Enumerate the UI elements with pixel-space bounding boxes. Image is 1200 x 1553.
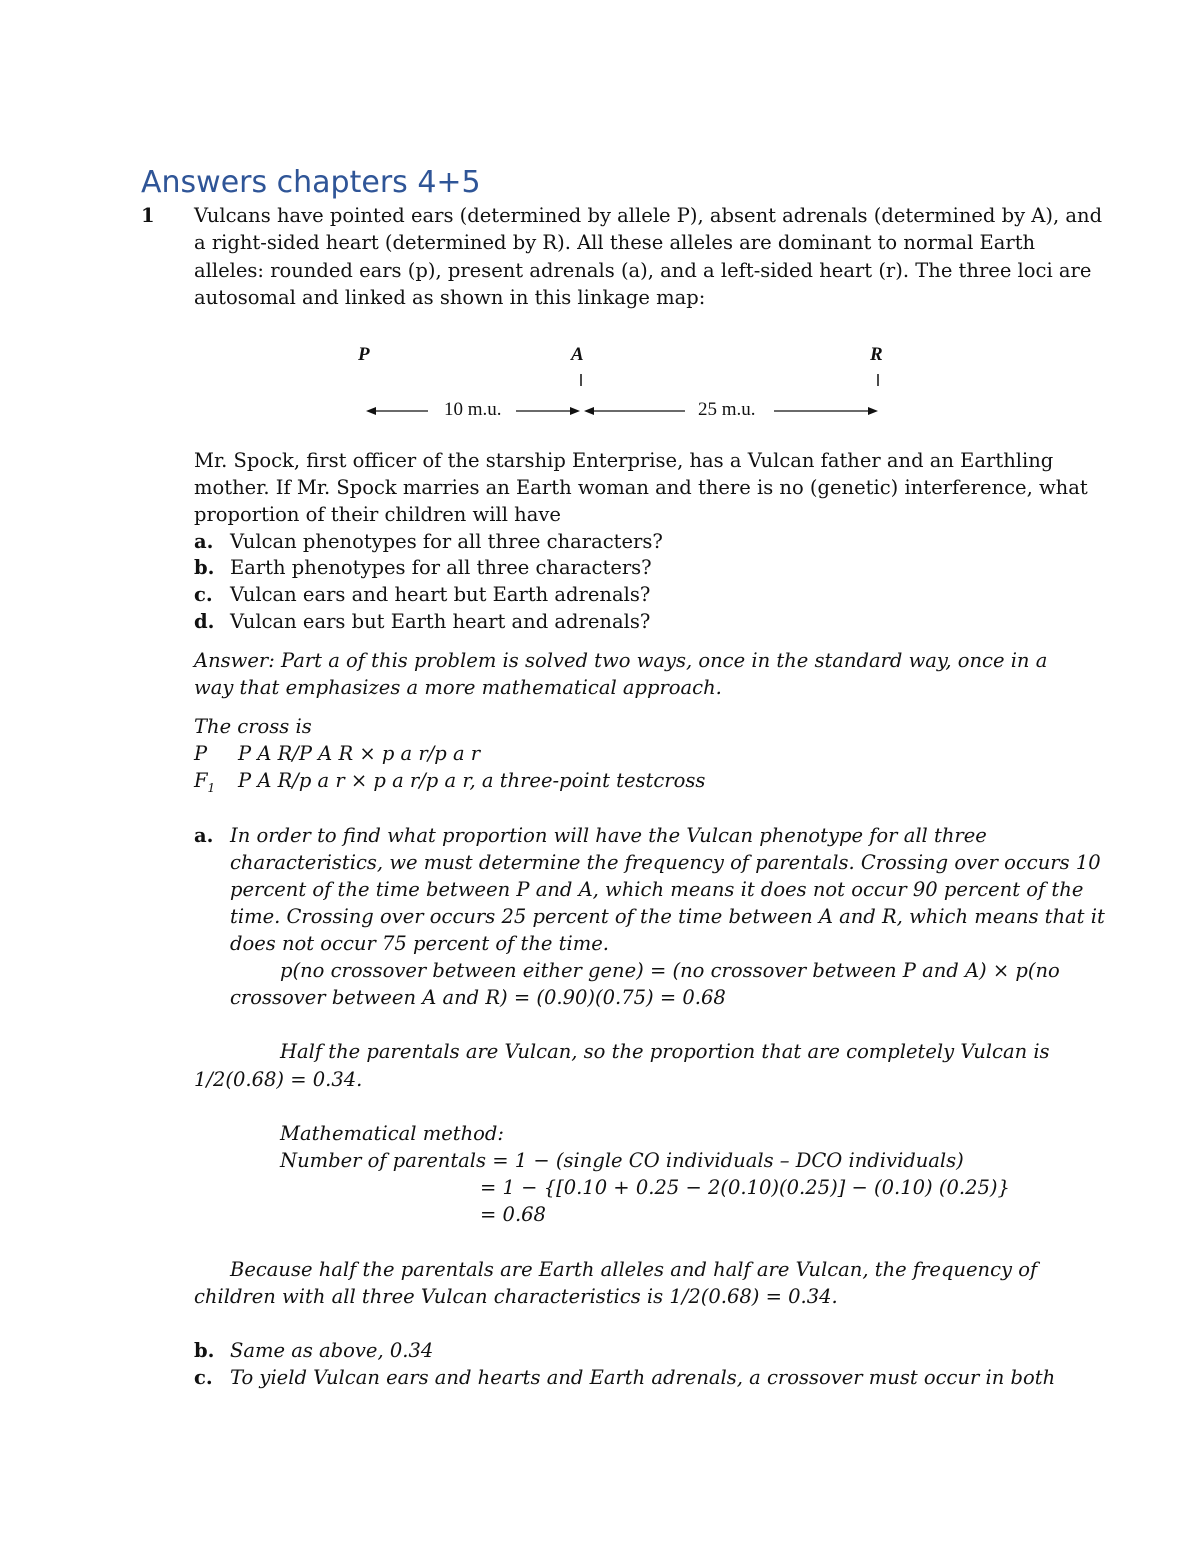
probability-line: p(no crossover between either gene) = (no crossover between P and A) × p(no — [280, 959, 1060, 982]
answer-part-label: a. — [194, 824, 214, 847]
answer-part-a-line: time. Crossing over occurs 25 percent of the time between A and R, which means that it — [230, 905, 1105, 928]
distance-a-r: 25 m.u. — [698, 399, 756, 420]
distance-p-a: 10 m.u. — [444, 399, 502, 420]
part-text: Earth phenotypes for all three characters? — [230, 556, 652, 579]
cross-f1-label — [194, 767, 215, 802]
question-number: 1 — [141, 204, 155, 227]
cross-f1: P A R/p a r × p a r/p a r, a three-point testcross — [238, 769, 706, 792]
page-title: Answers chapters 4+5 — [141, 165, 481, 200]
linkage-map — [340, 340, 900, 430]
answer-part-a-line: percent of the time between P and A, which means it does not occur 90 percent of the — [230, 878, 1084, 901]
because-line: children with all three Vulcan characteristics is 1/2(0.68) = 0.34. — [194, 1285, 838, 1308]
answer-part-label: c. — [194, 1366, 213, 1389]
locus-r-label: R — [870, 344, 883, 365]
locus-p-label: P — [358, 344, 370, 365]
half-parentals-line: 1/2(0.68) = 0.34. — [194, 1068, 363, 1091]
part-text: Vulcan phenotypes for all three characters? — [230, 530, 663, 553]
answer-part-b: Same as above, 0.34 — [230, 1339, 434, 1362]
question-intro-line: Vulcans have pointed ears (determined by allele P), absent adrenals (determined by A), and — [194, 204, 1103, 227]
answer-part-a-line: does not occur 75 percent of the time. — [230, 932, 609, 955]
math-method-title: Mathematical method: — [280, 1122, 504, 1145]
question-intro-line: a right-sided heart (determined by R). All these alleles are dominant to normal Earth — [194, 231, 1036, 254]
part-label: c. — [194, 583, 213, 606]
cross-f1-letter: F — [194, 769, 208, 792]
question-body-line: proportion of their children will have — [194, 503, 561, 526]
answer-part-c: To yield Vulcan ears and hearts and Earth adrenals, a crossover must occur in both — [230, 1366, 1056, 1389]
because-line: Because half the parentals are Earth alleles and half are Vulcan, the frequency of — [230, 1258, 1038, 1281]
answer-part-label: b. — [194, 1339, 215, 1362]
part-label: d. — [194, 610, 215, 633]
part-label: a. — [194, 530, 214, 553]
question-intro-line: autosomal and linked as shown in this linkage map: — [194, 286, 706, 309]
locus-a-label: A — [571, 344, 584, 365]
cross-intro: The cross is — [194, 715, 312, 738]
math-line: = 0.68 — [480, 1203, 546, 1226]
cross-f1-subscript: 1 — [207, 780, 216, 795]
part-label: b. — [194, 556, 215, 579]
part-text: Vulcan ears but Earth heart and adrenals? — [230, 610, 651, 633]
question-intro-line: alleles: rounded ears (p), present adrenals (a), and a left-sided heart (r). The three loci are — [194, 259, 1092, 282]
answer-part-a-line: In order to find what proportion will have the Vulcan phenotype for all three — [230, 824, 987, 847]
half-parentals-line: Half the parentals are Vulcan, so the proportion that are completely Vulcan is — [280, 1040, 1050, 1063]
answer-intro-line: way that emphasizes a more mathematical approach. — [194, 676, 722, 699]
question-body-line: Mr. Spock, first officer of the starship Enterprise, has a Vulcan father and an Earthling — [194, 449, 1054, 472]
question-body-line: mother. If Mr. Spock marries an Earth woman and there is no (genetic) interference, what — [194, 476, 1088, 499]
math-line: Number of parentals = 1 − (single CO individuals – DCO individuals) — [280, 1149, 964, 1172]
cross-p-label: P — [194, 742, 208, 765]
answer-intro-line: Answer: Part a of this problem is solved two ways, once in the standard way, once in a — [194, 649, 1048, 672]
linkage-map-lines — [340, 340, 900, 430]
part-text: Vulcan ears and heart but Earth adrenals? — [230, 583, 651, 606]
math-line: = 1 − {[0.10 + 0.25 − 2(0.10)(0.25)] − (0.10) (0.25)} — [480, 1176, 1010, 1199]
probability-line: crossover between A and R) = (0.90)(0.75) = 0.68 — [230, 986, 726, 1009]
answer-part-a-line: characteristics, we must determine the frequency of parentals. Crossing over occurs 10 — [230, 851, 1101, 874]
cross-p: P A R/P A R × p a r/p a r — [238, 742, 481, 765]
